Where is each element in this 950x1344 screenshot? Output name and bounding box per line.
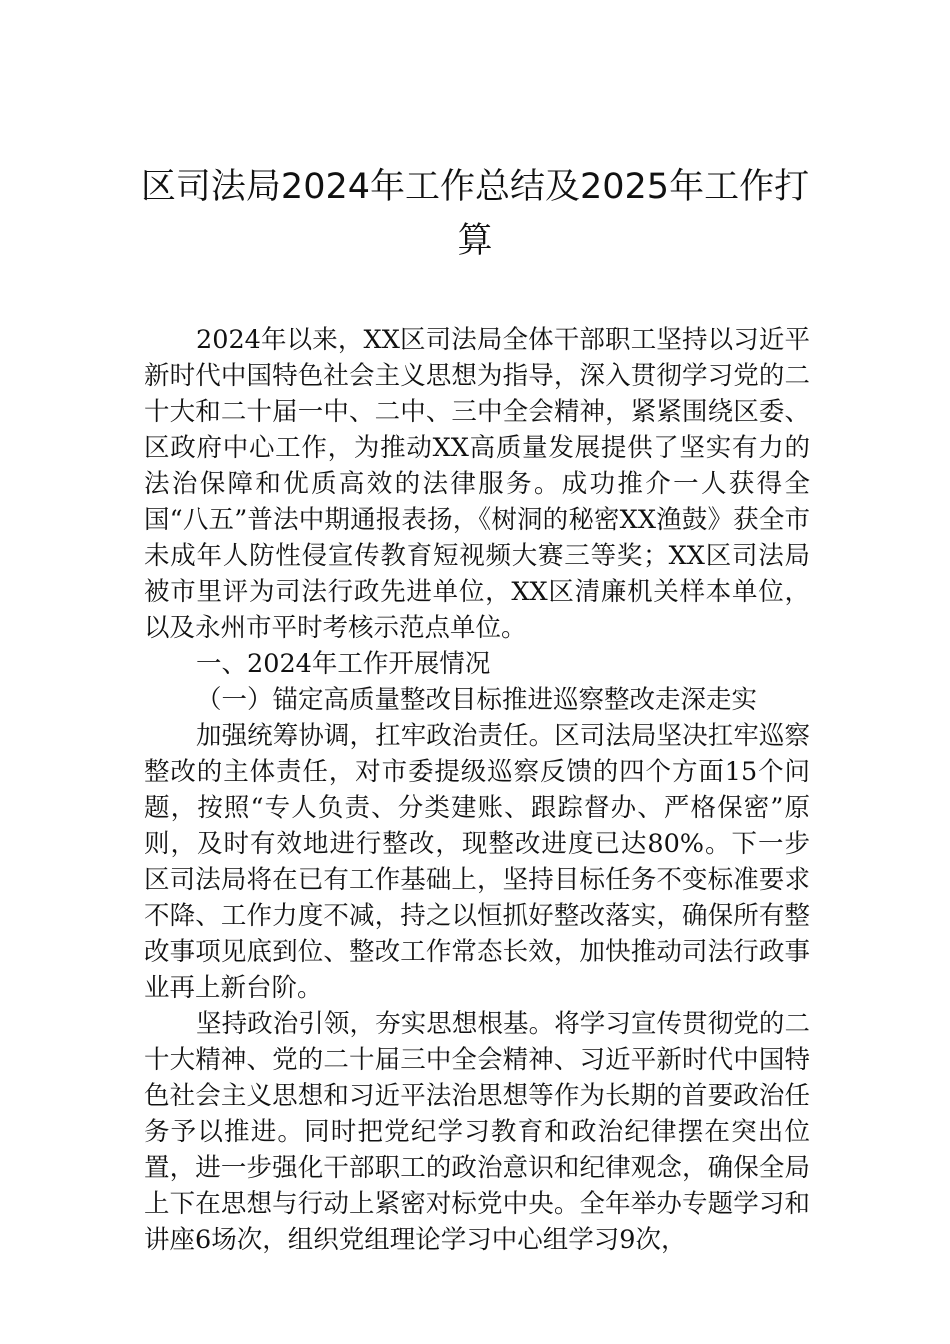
intro-paragraph: 2024年以来，XX区司法局全体干部职工坚持以习近平新时代中国特色社会主义思想为指导，深入贯彻学习党的二十大和二十届一中、二中、三中全会精神，紧紧围绕区委、区政府中心工作，为推动XX高质量发展提供了坚实有力的法治保障和优质高效的法律服务。成功推介一人获得全国“八五”普法中期通报表扬，《树洞的秘密XX渔鼓》获全市未成年人防性侵宣传教育短视频大赛三等奖；XX区司法局被市里评为司法行政先进单位，XX区清廉机关样本单位，以及永州市平时考核示范点单位。	[144, 325, 810, 643]
section-heading-1: 一、2024年工作开展情况	[196, 649, 491, 679]
document-title: 区司法局2024年工作总结及2025年工作打算	[140, 167, 810, 261]
body-paragraph-political-guidance: 坚持政治引领，夯实思想根基。将学习宣传贯彻党的二十大精神、党的二十届三中全会精神、习近平新时代中国特色社会主义思想和习近平法治思想等作为长期的首要政治任务予以推进。同时把党纪学习教育和政治纪律摆在突出位置，进一步强化干部职工的政治意识和纪律观念，确保全局上下在思想与行动上紧密对标党中央。全年举办专题学习和讲座6场次，组织党组理论学习中心组学习9次，	[144, 1009, 810, 1255]
subsection-heading-1: （一）锚定高质量整改目标推进巡察整改走深走实	[196, 685, 758, 715]
document-body	[144, 322, 810, 1258]
body-paragraph-rectification: 加强统筹协调，扛牢政治责任。区司法局坚决扛牢巡察整改的主体责任，对市委提级巡察反馈的四个方面15个问题，按照“专人负责、分类建账、跟踪督办、严格保密”原则，及时有效地进行整改，现整改进度已达80%。下一步区司法局将在已有工作基础上，坚持目标任务不变标准要求不降、工作力度不减，持之以恒抓好整改落实，确保所有整改事项见底到位、整改工作常态长效，加快推动司法行政事业再上新台阶。	[144, 721, 810, 1003]
